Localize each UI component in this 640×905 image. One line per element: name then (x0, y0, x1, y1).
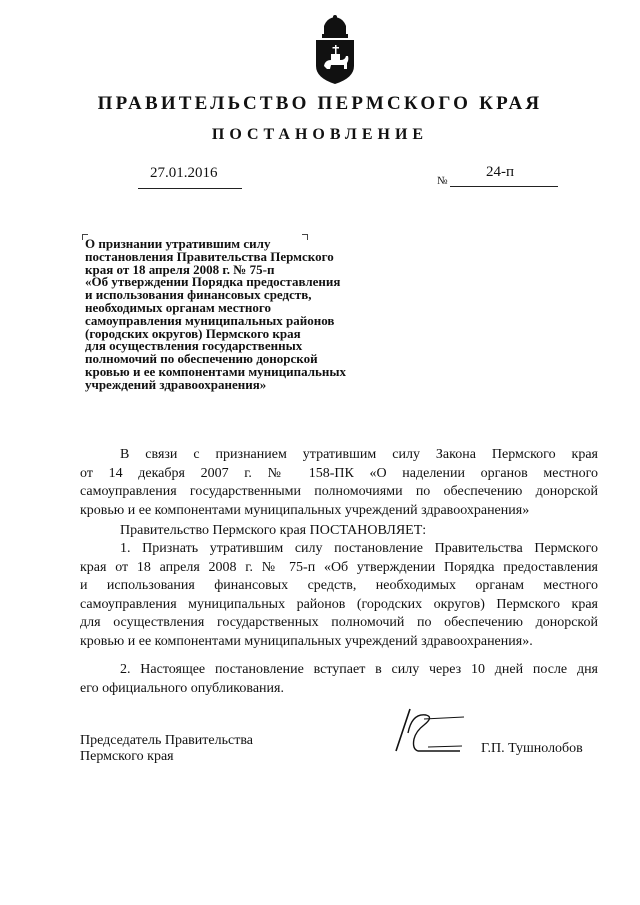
document-date: 27.01.2016 (150, 165, 218, 181)
perm-krai-coat-of-arms-icon (311, 14, 359, 86)
subject-line: учреждений здравоохранения» (85, 376, 267, 392)
text-line: 2. Настоящее постановление вступает в силу через 10 дней после дня (120, 662, 598, 677)
subject-line: О признании утратившим силу (85, 236, 271, 251)
subject-line: края от 18 апреля 2008 г. № 75-п (85, 261, 275, 277)
signatory-title-line: Пермского края (80, 749, 174, 764)
text-line: самоуправления государственными полномочиями по обеспечению донорской (80, 484, 598, 500)
number-sign: № (437, 175, 448, 187)
text-line: для осуществления государственных полномочий по обеспечению донорской (80, 615, 598, 631)
subject-line: необходимых органам местного (85, 299, 271, 315)
text-line: его официального опубликования. (80, 680, 284, 696)
date-underline (138, 188, 242, 189)
number-underline (450, 186, 558, 187)
signatory-title (80, 733, 253, 765)
text-line: края от 18 апреля 2008 г. № 75-п «Об утверждении Порядка предоставления (80, 559, 598, 575)
text-line: Правительство Пермского края ПОСТАНОВЛЯЕТ: (120, 523, 427, 538)
subject-line: постановления Правительства Пермского (85, 248, 334, 264)
subject-line: самоуправления муниципальных районов (85, 312, 335, 328)
document-subject (85, 238, 405, 392)
text-line: В связи с признанием утратившим силу Закона Пермского края (120, 447, 598, 462)
text-line: 1. Признать утратившим силу постановление Правительства Пермского (120, 541, 598, 556)
document-type: ПОСТАНОВЛЕНИЕ (211, 126, 429, 143)
subject-line: «Об утверждении Порядка предоставления (85, 274, 341, 290)
signatory-name: Г.П. Тушнолобов (481, 741, 583, 756)
text-line: и использования финансовых средств, необходимых органам местного (80, 578, 598, 594)
text-line: от 14 декабря 2007 г. № 158-ПК «О наделении органов местного (80, 465, 598, 481)
subject-line: полномочий по обеспечению донорской (85, 351, 318, 367)
subject-line: для осуществления государственных (85, 338, 303, 354)
government-title: ПРАВИТЕЛЬСТВО ПЕРМСКОГО КРАЯ (97, 93, 543, 114)
paragraph-item-2 (80, 661, 598, 698)
text-line: кровью и ее компонентами муниципальных учреждений здравоохранения». (80, 633, 533, 649)
text-line: кровью и ее компонентами муниципальных учреждений здравоохранения» (80, 502, 530, 518)
subject-line: и использования финансовых средств, (85, 287, 312, 303)
handwritten-signature (388, 703, 478, 763)
document-number: 24-п (486, 164, 515, 180)
text-line: самоуправления муниципальных районов (городских округов) Пермского края (80, 596, 598, 612)
signatory-title-line: Председатель Правительства (80, 733, 253, 748)
subject-line: (городских округов) Пермского края (85, 325, 301, 341)
subject-line: кровью и ее компонентами муниципальных (85, 363, 347, 379)
paragraph-item-1 (80, 540, 598, 652)
paragraph-resolves (80, 522, 598, 541)
paragraph-preamble (80, 446, 598, 520)
